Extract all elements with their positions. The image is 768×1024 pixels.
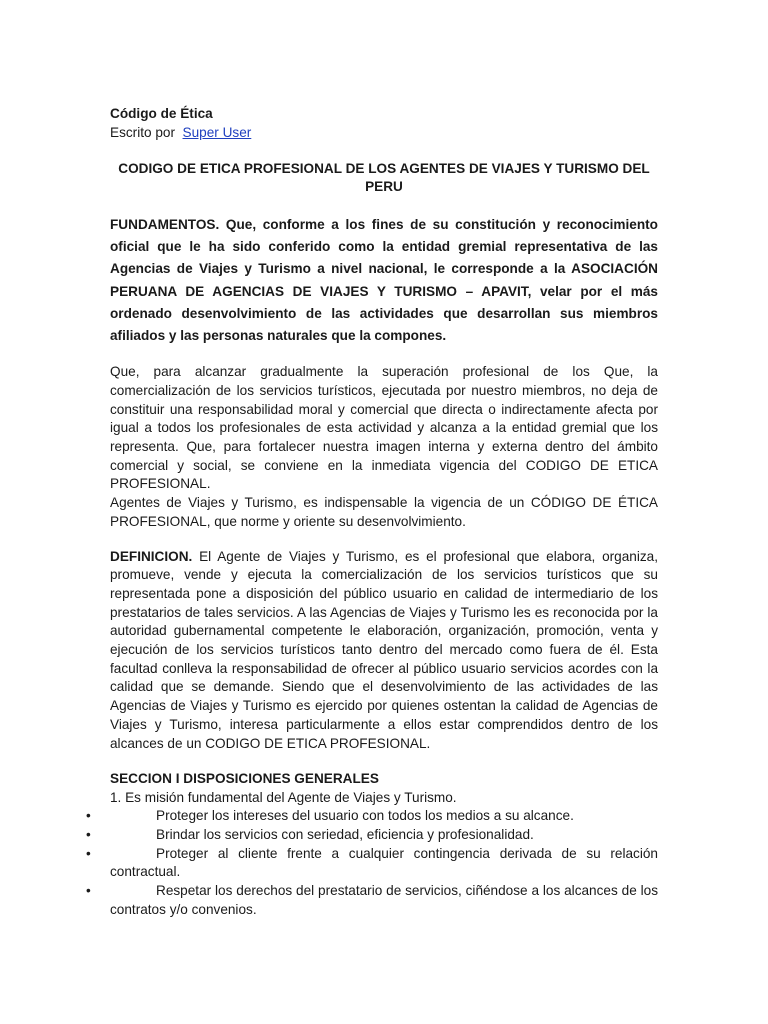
list-item [86,882,658,919]
list-item-text: Respetar los derechos del prestatario de servicios, ciñéndose a los alcances de los contratos y/o convenios. [110,883,658,917]
fundamentos-paragraph: FUNDAMENTOS. Que, conforme a los fines de su constitución y reconocimiento oficial que le ha sido conferido como la entidad gremial representativa de las Agencias de Viajes y Turismo a nivel nacional, le corresponde a la ASOCIACIÓN PERUANA DE AGENCIAS DE VIAJES Y TURISMO – APAVIT, velar por el más ordenado desenvolvimiento de las actividades que desarrollan sus miembros afiliados y las personas naturales que la compones. [110,217,658,344]
definicion-text: El Agente de Viajes y Turismo, es el profesional que elabora, organiza, promueve, vende y ejecuta la comercialización de los servicios turísticos que su representada pone a disposición del público usuario en calidad de intermediario de los prestatarios de tales servicios. A las Agencias de Viajes y Turismo les es reconocida por la autoridad gubernamental competente le elaboración, organización, promoción, venta y ejecución de los servicios turísticos tanto dentro del mercado como fuera de él. Esta facultad conlleva la responsabilidad de ofrecer al público usuario servicios acordes con la calidad que se demande. Siendo que el desenvolvimiento de las actividades de las Agencias de Viajes y Turismo es ejercido por quienes ostentan la calidad de Agencias de Viajes y Turismo, interesa particularmente a ellos estar comprendidos dentro de los alcances de un CODIGO DE ETICA PROFESIONAL. [110,548,658,751]
section-title: SECCION I DISPOSICIONES GENERALES [110,771,379,787]
list-item [86,845,658,882]
document-content [86,104,658,920]
que-block [110,363,658,531]
agentes-paragraph: Agentes de Viajes y Turismo, es indispensable la vigencia de un CÓDIGO DE ÉTICA PROFESIONAL, que norme y oriente su desenvolvimiento. [110,495,658,529]
bullet-icon: • [86,845,91,861]
que-paragraph: Que, para alcanzar gradualmente la superación profesional de los Que, la comercialización de los servicios turísticos, ejecutada por nuestro miembros, no deja de constituir una responsabilidad moral y comercial que directa o indirectamente afecta por igual a todos los profesionales de esta actividad y alcanza a la entidad gremial que los representa. Que, para fortalecer nuestra imagen interna y externa dentro del ámbito comercial y social, se conviene en la inmediata vigencia del CODIGO DE ETICA PROFESIONAL. [110,364,658,492]
list-item [86,807,658,826]
definicion-paragraph [110,548,658,754]
list-item-text: Proteger al cliente frente a cualquier contingencia derivada de su relación contractual. [110,845,658,880]
list-item-text: Brindar los servicios con seriedad, eficiencia y profesionalidad. [156,826,534,842]
author-line [110,123,658,142]
bullet-icon: • [86,808,91,824]
article-title: Código de Ética [110,106,213,121]
document-main-title: CODIGO DE ETICA PROFESIONAL DE LOS AGENTES DE VIAJES Y TURISMO DEL PERU [118,161,650,194]
list-item-text: Proteger los intereses del usuario con todos los medios a su alcance. [156,808,574,824]
author-link[interactable]: Super User [182,125,252,140]
bullet-icon: • [86,826,91,842]
definicion-block [110,548,658,754]
mission-statement: 1. Es misión fundamental del Agente de Viajes y Turismo. [110,789,457,805]
mission-bullet-list [86,807,658,919]
list-item [86,826,658,845]
definicion-label: DEFINICION. [110,548,193,564]
author-prefix: Escrito por [110,125,175,140]
bullet-icon: • [86,883,91,899]
